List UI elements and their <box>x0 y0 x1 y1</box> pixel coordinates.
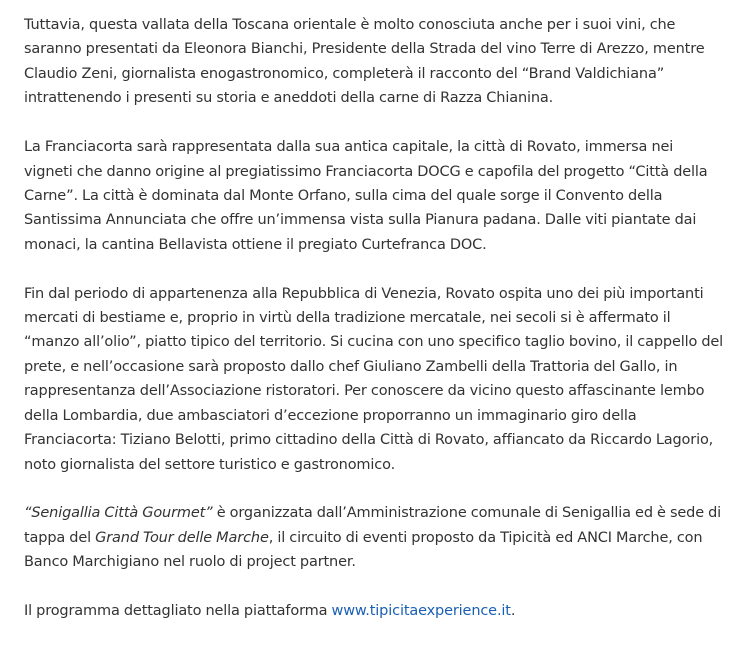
event-name-italic: “Senigallia Città Gourmet” <box>24 505 213 522</box>
paragraph-programma <box>24 599 724 623</box>
paragraph-rovato: Fin dal periodo di appartenenza alla Repubblica di Venezia, Rovato ospita uno dei più importanti mercati di bestiame e, proprio in virtù della tradizione mercatale, nei secoli si è affermato il “manzo all’olio”, piatto tipico del territorio. Si cucina con uno specifico taglio bovino, il cappello del prete, e nell’occasione sarà proposto dallo chef Giuliano Zambelli della Trattoria del Gallo, in rappresentanza dell’Associazione ristoratori. Per conoscere da vicino questo affascinante lembo della Lombardia, due ambasciatori d’eccezione proporranno un immaginario giro della Franciacorta: Tiziano Belotti, primo cittadino della Città di Rovato, affiancato da Riccardo Lagorio, noto giornalista del settore turistico e gastronomico. <box>24 285 724 473</box>
programma-period: . <box>510 603 516 620</box>
senigallia-text-2: , il circuito di eventi proposto da Tipicità ed ANCI Marche, con Banco Marchigiano nel ruolo di project partner. <box>24 529 703 571</box>
senigallia-text-1: è organizzata dall’Amministrazione comunale di Senigallia ed è sede di tappa del <box>24 505 722 546</box>
paragraph-valdichiana: Tuttavia, questa vallata della Toscana orientale è molto conosciuta anche per i suoi vini, che saranno presentati da Eleonora Bianchi, Presidente della Strada del vino Terre di Arezzo, mentre Claudio Zeni, giornalista enogastronomico, completerà il racconto del “Brand Valdichiana” intrattenendo i presenti su storia e aneddoti della carne di Razza Chianina. <box>24 17 705 107</box>
paragraph-senigallia <box>24 501 724 574</box>
grand-tour-italic: Grand Tour delle Marche <box>95 529 269 546</box>
programma-text: Il programma dettagliato nella piattaforma <box>24 603 332 620</box>
paragraph-franciacorta: La Franciacorta sarà rappresentata dalla sua antica capitale, la città di Rovato, immersa nei vigneti che danno origine al pregiatissimo Franciacorta DOCG e capofila del progetto “Città della Carne”. La città è dominata dal Monte Orfano, sulla cima del quale sorge il Convento della Santissima Annunciata che offre un’immensa vista sulla Pianura padana. Dalle viti piantate dai monaci, la cantina Bellavista ottiene il pregiato Curtefranca DOC. <box>24 139 708 253</box>
tipicita-link[interactable]: www.tipicitaexperience.it <box>331 603 511 620</box>
article-body <box>24 13 724 624</box>
